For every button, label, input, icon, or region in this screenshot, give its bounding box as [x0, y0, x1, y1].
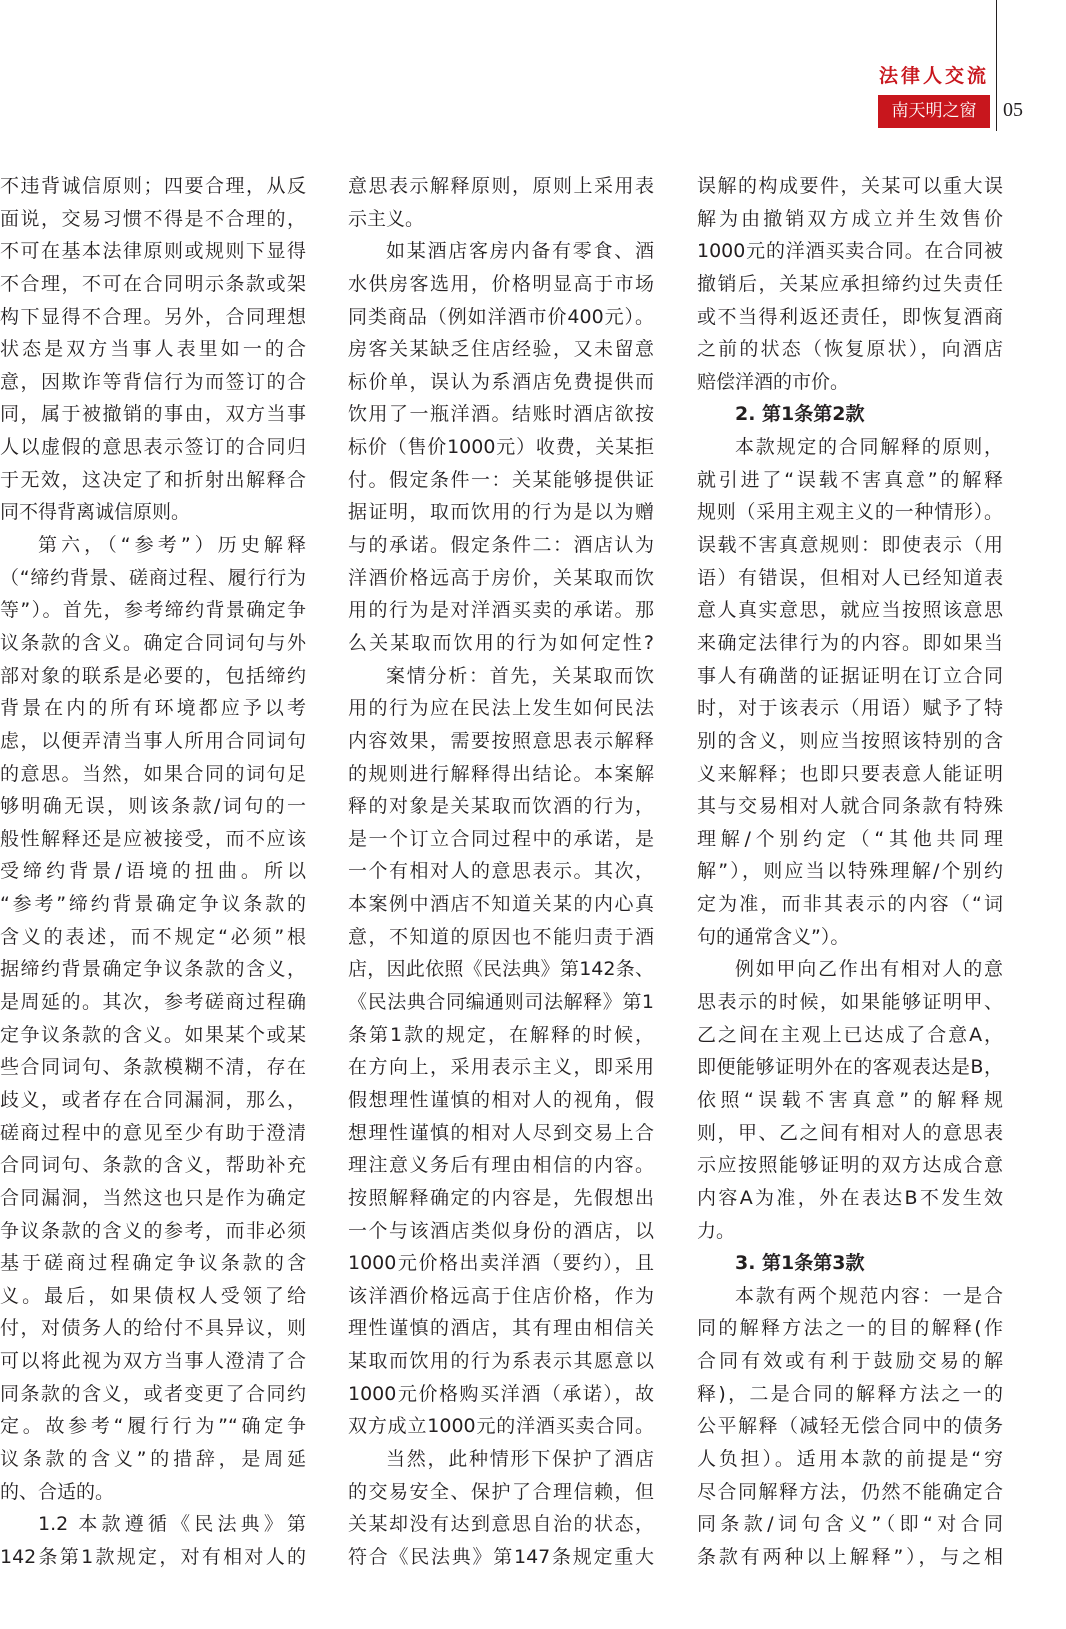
text-line: 歧义，或者存在合同漏洞，那么，: [0, 1088, 306, 1111]
text-line: 用的行为是对洋酒买卖的承诺。那: [348, 599, 654, 622]
text-line: 就引进了“误载不害真意”的解释: [697, 468, 1003, 491]
text-line: 受缔约背景/语境的扭曲。所以: [0, 860, 306, 883]
text-line: 某取而饮用的行为系表示其愿意以: [348, 1350, 654, 1373]
text-line: 的、合适的。: [0, 1480, 115, 1503]
text-line: 条款有两种以上解释”），与之相: [697, 1545, 1003, 1568]
text-line: 本案例中酒店不知道关某的内心真: [348, 893, 654, 916]
text-line: 同不得背离诚信原则。: [0, 501, 191, 524]
text-line: 句的通常含义”）。: [697, 925, 850, 948]
text-line: 是一个订立合同过程中的承诺，是: [348, 827, 654, 850]
text-line: 部对象的联系是必要的，包括缔约: [0, 664, 306, 687]
text-line: 当然，此种情形下保护了酒店: [386, 1447, 654, 1470]
text-line: 思表示的时候，如果能够证明甲、: [697, 991, 1003, 1014]
text-line: 构下显得不合理。另外，合同理想: [0, 305, 306, 328]
text-line: 142条第1款规定，对有相对人的: [0, 1545, 306, 1568]
text-line: 即便能够证明外在的客观表达是B，: [697, 1056, 1003, 1079]
text-line: 意，不知道的原因也不能归责于酒: [348, 925, 654, 948]
text-line: 定为准，而非其表示的内容（“词: [697, 893, 1003, 916]
text-line: 尽合同解释方法，仍然不能确定合: [697, 1480, 1003, 1503]
text-line: 解为由撤销双方成立并生效售价: [697, 207, 1003, 230]
text-line: 争议条款的含义的参考，而非必须: [0, 1219, 306, 1242]
text-line: 合同漏洞，当然这也只是作为确定: [0, 1186, 306, 1209]
text-line: 理性谨慎的酒店，其有理由相信关: [348, 1317, 654, 1340]
text-line: 之前的状态（恢复原状），向酒店: [697, 338, 1003, 361]
text-line: 义。最后，如果债权人受领了给: [0, 1284, 306, 1307]
text-line: 面说，交易习惯不得是不合理的，: [0, 207, 306, 230]
text-line: 《民法典合同编通则司法解释》第1: [348, 991, 654, 1014]
text-line: 水供房客选用，价格明显高于市场: [348, 272, 654, 295]
text-line: 语）有错误，但相对人已经知道表: [697, 566, 1003, 589]
column-name-badge: 南天明之窗: [878, 95, 990, 128]
text-line: 本款有两个规范内容：一是合: [735, 1284, 1003, 1307]
text-line: 该洋酒价格远高于住店价格，作为: [348, 1284, 654, 1307]
text-line: 在方向上，采用表示主义，即采用: [348, 1056, 654, 1079]
text-line: 是周延的。其次，参考磋商过程确: [0, 991, 306, 1014]
text-line: 赔偿洋酒的市价。: [697, 370, 850, 393]
text-line: 释)，二是合同的解释方法之一的: [697, 1382, 1003, 1405]
text-line: 内容效果，需要按照意思表示解释: [348, 729, 654, 752]
text-line: 等”）。首先，参考缔约背景确定争: [0, 599, 306, 622]
section-heading: 3. 第1条第3款: [735, 1252, 865, 1275]
text-line: 依照“误载不害真意”的解释规: [697, 1088, 1003, 1111]
text-line: 洋酒价格远高于房价，关某取而饮: [348, 566, 654, 589]
text-line: 合同有效或有利于鼓励交易的解: [697, 1350, 1003, 1373]
text-line: 店，因此依照《民法典》第142条、: [348, 958, 654, 981]
text-line: 付，对债务人的给付不具异议，则: [0, 1317, 306, 1340]
text-line: 定争议条款的含义。如果某个或某: [0, 1023, 306, 1046]
text-line: 议条款的含义。确定合同词句与外: [0, 631, 306, 654]
text-line: 误解的构成要件，关某可以重大误: [697, 175, 1003, 197]
text-line: 按照解释确定的内容是，先假想出: [348, 1186, 654, 1209]
text-line: 事人有确凿的证据证明在订立合同: [697, 664, 1003, 687]
text-line: “参考”缔约背景确定争议条款的: [0, 893, 306, 916]
text-line: 合同词句、条款的含义，帮助补充: [0, 1154, 306, 1177]
text-line: 1000元价格出卖洋酒（要约），且: [348, 1252, 654, 1275]
text-line: 虑，以便弄清当事人所用合同词句: [0, 729, 306, 752]
text-line: 别的含义，则应当按照该特别的含: [697, 729, 1003, 752]
text-line: 可以将此视为双方当事人澄清了合: [0, 1350, 306, 1373]
text-line: 力。: [697, 1219, 736, 1242]
text-line: 不违背诚信原则；四要合理，从反: [0, 175, 306, 197]
text-line: 么关某取而饮用的行为如何定性?: [348, 631, 654, 654]
text-line: 于无效，这决定了和折射出解释合: [0, 468, 306, 491]
text-line: 的意思。当然，如果合同的词句足: [0, 762, 306, 785]
text-column-1: [0, 170, 306, 1574]
text-line: 与的承诺。假定条件二：酒店认为: [348, 534, 654, 557]
page-number: 05: [1003, 99, 1023, 121]
text-line: 的规则进行解释得出结论。本案解: [348, 762, 654, 785]
text-line: 案情分析：首先，关某取而饮: [386, 664, 654, 687]
text-line: 来确定法律行为的内容。即如果当: [697, 631, 1003, 654]
text-line: 则，甲、乙之间有相对人的意思表: [697, 1121, 1003, 1144]
text-line: 理注意义务后有理由相信的内容。: [348, 1154, 654, 1177]
text-line: 第六，（“参考”）历史解释: [38, 534, 306, 557]
text-line: 符合《民法典》第147条规定重大: [348, 1545, 654, 1568]
text-line: 同的解释方法之一的目的解释(作: [697, 1317, 1003, 1340]
text-line: 1000元价格购买洋酒（承诺），故: [348, 1382, 654, 1405]
text-line: 据缔约背景确定争议条款的含义，: [0, 958, 306, 981]
text-line: 误载不害真意规则：即使表示（用: [697, 534, 1003, 557]
text-line: 如某酒店客房内备有零食、酒: [386, 240, 654, 263]
text-line: 同类商品（例如洋酒市价400元）。: [348, 305, 654, 328]
text-line: 理解/个别约定（“其他共同理: [697, 827, 1003, 850]
text-line: 义来解释；也即只要表意人能证明: [697, 762, 1003, 785]
text-line: 意，因欺诈等背信行为而签订的合: [0, 370, 306, 393]
section-heading: 2. 第1条第2款: [735, 403, 865, 426]
text-line: 1.2 本款遵循《民法典》第: [38, 1513, 306, 1536]
text-line: 意人真实意思，就应当按照该意思: [697, 599, 1003, 622]
text-line: 背景在内的所有环境都应予以考: [0, 697, 306, 720]
header-divider: [996, 0, 997, 131]
text-line: 想理性谨慎的相对人尽到交易上合: [348, 1121, 654, 1144]
text-line: 内容A为准，外在表达B不发生效: [697, 1186, 1003, 1209]
text-line: 含义的表述，而不规定“必须”根: [0, 925, 306, 948]
text-line: 不可在基本法律原则或规则下显得: [0, 240, 306, 263]
text-line: 解”），则应当以特殊理解/个别约: [697, 860, 1003, 883]
text-line: 1000元的洋酒买卖合同。在合同被: [697, 240, 1003, 263]
text-line: 撤销后，关某应承担缔约过失责任: [697, 272, 1003, 295]
section-title: 法律人交流: [878, 65, 989, 87]
text-line: 状态是双方当事人表里如一的合: [0, 338, 306, 361]
text-line: 基于磋商过程确定争议条款的含: [0, 1252, 306, 1275]
text-line: 据证明，取而饮用的行为是以为赠: [348, 501, 654, 524]
text-line: （“缔约背景、磋商过程、履行行为: [0, 566, 306, 589]
text-line: 标价（售价1000元）收费，关某拒: [348, 436, 654, 459]
text-line: 同条款的含义，或者变更了合同约: [0, 1382, 306, 1405]
text-line: 一个与该酒店类似身份的酒店，以: [348, 1219, 654, 1242]
text-line: 假想理性谨慎的相对人的视角，假: [348, 1088, 654, 1111]
text-line: 乙之间在主观上已达成了合意A，: [697, 1023, 1003, 1046]
text-line: 的交易安全、保护了合理信赖，但: [348, 1480, 654, 1503]
text-line: 规则（采用主观主义的一种情形）。: [697, 501, 1003, 524]
text-line: 定。故参考“履行行为”“确定争: [0, 1415, 306, 1438]
text-line: 同条款/词句含义”（即“对合同: [697, 1513, 1003, 1536]
text-line: 一个有相对人的意思表示。其次，: [348, 860, 654, 883]
text-line: 其与交易相对人就合同条款有特殊: [697, 795, 1003, 818]
text-line: 意思表示解释原则，原则上采用表: [348, 175, 654, 197]
text-line: 或不当得利返还责任，即恢复酒商: [697, 305, 1003, 328]
text-line: 磋商过程中的意见至少有助于澄清: [0, 1121, 306, 1144]
text-line: 般性解释还是应被接受，而不应该: [0, 827, 306, 850]
text-line: 公平解释（减轻无偿合同中的债务: [697, 1415, 1003, 1438]
text-line: 本款规定的合同解释的原则，: [735, 436, 1003, 459]
text-line: 饮用了一瓶洋酒。结账时酒店欲按: [348, 403, 654, 426]
text-line: 付。假定条件一：关某能够提供证: [348, 468, 654, 491]
text-line: 不合理，不可在合同明示条款或架: [0, 272, 306, 295]
text-line: 例如甲向乙作出有相对人的意: [735, 958, 1003, 981]
text-line: 够明确无误，则该条款/词句的一: [0, 795, 306, 818]
text-line: 用的行为应在民法上发生如何民法: [348, 697, 654, 720]
text-line: 双方成立1000元的洋酒买卖合同。: [348, 1415, 654, 1438]
text-line: 条第1款的规定，在解释的时候，: [348, 1023, 654, 1046]
text-line: 议条款的含义”的措辞，是周延: [0, 1447, 306, 1470]
text-line: 示应按照能够证明的双方达成合意: [697, 1154, 1003, 1177]
text-column-2: [348, 170, 654, 1574]
text-line: 时，对于该表示（用语）赋予了特: [697, 697, 1003, 720]
text-line: 关某却没有达到意思自治的状态，: [348, 1513, 654, 1536]
text-line: 示主义。: [348, 207, 425, 230]
text-line: 人以虚假的意思表示签订的合同归: [0, 436, 306, 459]
text-line: 人负担）。适用本款的前提是“穷: [697, 1447, 1003, 1470]
text-column-3: [697, 170, 1003, 1574]
text-line: 释的对象是关某取而饮酒的行为，: [348, 795, 654, 818]
text-line: 标价单，误认为系酒店免费提供而: [348, 370, 654, 393]
text-line: 同，属于被撤销的事由，双方当事: [0, 403, 306, 426]
text-line: 房客关某缺乏住店经验，又未留意: [348, 338, 654, 361]
text-line: 些合同词句、条款模糊不清，存在: [0, 1056, 306, 1079]
